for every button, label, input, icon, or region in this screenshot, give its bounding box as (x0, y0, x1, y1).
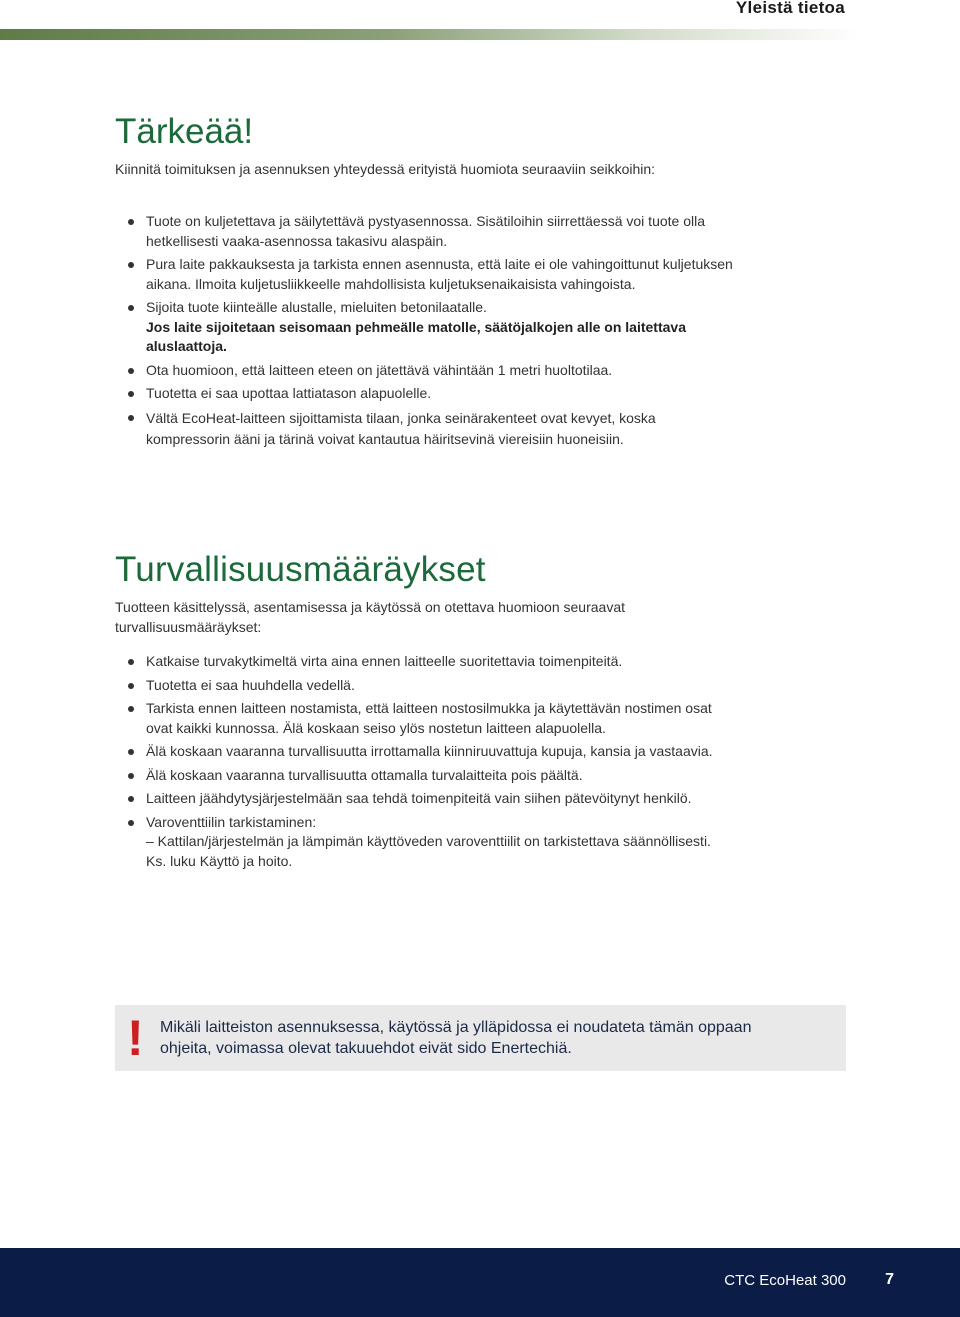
header-gradient-bar (0, 29, 860, 40)
safety-list (115, 652, 735, 875)
important-list (115, 212, 735, 454)
footer-product-name: CTC EcoHeat 300 (724, 1272, 846, 1289)
list-item: Tarkista ennen laitteen nostamista, että laitteen nostosilmukka ja käytettävän nostimen osat ovat kaikki kunnossa. Älä koskaan seiso ylös nostetun laitteen alapuolella. (115, 699, 735, 738)
bullet-icon (128, 659, 134, 665)
bold-note: Jos laite sijoitetaan seisomaan pehmeälle matolle, säätöjalkojen alle on laitettava aluslaattoja. (146, 318, 686, 354)
list-item: Tuotetta ei saa upottaa lattiatason alapuolelle. (115, 384, 735, 404)
bullet-icon (128, 820, 134, 826)
bullet-icon (128, 415, 134, 421)
bullet-icon (128, 683, 134, 689)
bullet-icon (128, 368, 134, 374)
list-item: Laitteen jäähdytysjärjestelmään saa tehdä toimenpiteitä vain siihen pätevöitynyt henkilö. (115, 789, 735, 809)
list-item: Katkaise turvakytkimeltä virta aina ennen laitteelle suoritettavia toimenpiteitä. (115, 652, 735, 672)
bullet-icon (128, 219, 134, 225)
list-item: Tuote on kuljetettava ja säilytettävä pystyasennossa. Sisätiloihin siirrettäessä voi tuote olla hetkellisesti vaaka-asennossa takasivu alaspäin. (115, 212, 735, 251)
list-item: Ota huomioon, että laitteen eteen on jätettävä vähintään 1 metri huoltotilaa. (115, 361, 735, 381)
footer-bar (0, 1248, 960, 1317)
bullet-icon (128, 773, 134, 779)
list-item: Älä koskaan vaaranna turvallisuutta irrottamalla kiinniruuvattuja kupuja, kansia ja vastaavia. (115, 742, 735, 762)
list-item: Tuotetta ei saa huuhdella vedellä. (115, 676, 735, 696)
bullet-icon (128, 796, 134, 802)
warning-notice (115, 1005, 846, 1071)
exclamation-icon: ! (127, 1010, 144, 1066)
bullet-icon (128, 706, 134, 712)
bullet-icon (128, 262, 134, 268)
bullet-icon (128, 391, 134, 397)
page-number: 7 (885, 1271, 894, 1288)
list-item: Älä koskaan vaaranna turvallisuutta ottamalla turvalaitteita pois päältä. (115, 766, 735, 786)
section-intro-safety: Tuotteen käsittelyssä, asentamisessa ja käytössä on otettava huomioon seuraavat turvallisuusmääräykset: (115, 599, 625, 635)
list-item: Vältä EcoHeat-laitteen sijoittamista tilaan, jonka seinärakenteet ovat kevyet, koska kompressorin ääni ja tärinä voivat kantautua häiritsevinä viereisiin huoneisiin. (115, 408, 735, 450)
list-item: Varoventtiilin tarkistaminen: – Kattilan/järjestelmän ja lämpimän käyttöveden varoventtiilit on tarkistettava säännöllisesti. Ks. luku Käyttö ja hoito. (115, 813, 735, 872)
warning-text: Mikäli laitteiston asennuksessa, käytössä ja ylläpidossa ei noudateta tämän oppaan ohjeita, voimassa olevat takuuehdot eivät sido Enertechiä. (160, 1019, 752, 1057)
section-title-important: Tärkeää! (115, 112, 254, 151)
bullet-icon (128, 305, 134, 311)
section-intro-important: Kiinnitä toimituksen ja asennuksen yhteydessä erityistä huomiota seuraaviin seikkoihin: (115, 161, 656, 177)
header-section-title: Yleistä tietoa (735, 0, 845, 17)
bullet-icon (128, 749, 134, 755)
sub-item: – Kattilan/järjestelmän ja lämpimän käyttöveden varoventtiilit on tarkistettava säännöllisesti. Ks. luku Käyttö ja hoito. (146, 833, 711, 869)
list-item: Sijoita tuote kiinteälle alustalle, mieluiten betonilaatalle. Jos laite sijoitetaan seisomaan pehmeälle matolle, säätöjalkojen alle on laitettava aluslaattoja. (115, 298, 735, 357)
list-item: Pura laite pakkauksesta ja tarkista ennen asennusta, että laite ei ole vahingoittunut kuljetuksen aikana. Ilmoita kuljetusliikkeelle mahdollisista kuljetuksenaikaisista vahingoista. (115, 255, 735, 294)
section-title-safety: Turvallisuusmääräykset (115, 550, 486, 589)
